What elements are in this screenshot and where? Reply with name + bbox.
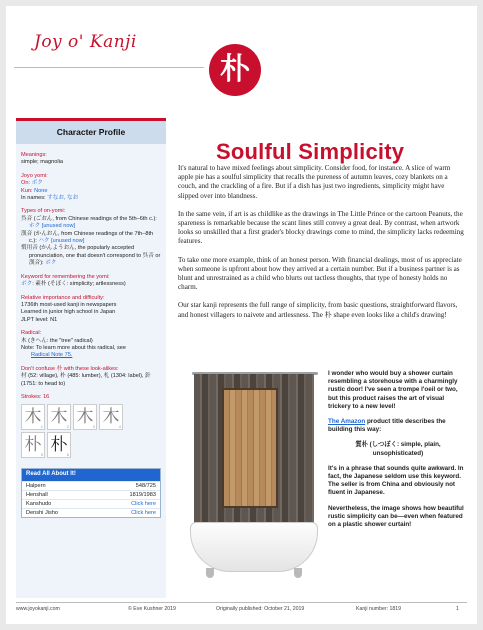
aside-paragraph: It's in a phrase that sounds quite awkward. In fact, the Japanese seldom use this keyword. The seller is from China and obviously not fluent in Japanese.	[328, 464, 464, 497]
article-body	[178, 164, 466, 329]
strokes-label: Strokes: 16	[21, 393, 50, 400]
stroke-cell: 木 2	[47, 404, 71, 430]
aside-paragraph: The Amazon product title describes the building this way:	[328, 418, 446, 434]
article-paragraph: In the same vein, if art is as childlike as the drawings in The Little Prince or the cartoon Peanuts, the spareness is remarkable because the scant lines still convey a great deal. By contrast, when artwork looks so unskilled that a first grader's blocky drawings come to mind, the simplicity lacks redeeming features.	[178, 209, 464, 246]
stroke-cell: 木 1	[21, 404, 45, 430]
importance-line-3: JLPT level: N1	[21, 316, 58, 323]
profile-body	[16, 144, 166, 520]
site-logo[interactable]: Joy o' Kanji	[34, 32, 137, 52]
rustic-door	[222, 388, 278, 508]
article-paragraph: Our star kanji represents the full range of simplicity, from basic questions, straightforward flavors, and honest villagers to naivete and artlessness. The 朴 shape even looks like a child's drawing!	[178, 301, 458, 319]
name-readings: In names: すなお, なお	[21, 195, 79, 202]
amazon-link[interactable]: The Amazon	[328, 418, 366, 426]
reference-row: Henshall 1819/1983	[22, 490, 160, 499]
tub-leg	[294, 568, 302, 578]
kanshudo-link-row[interactable]: Kanshudo Click here	[22, 499, 160, 508]
importance-line-1: 1736th most-used kanji in newspapers	[21, 301, 117, 308]
on-reading: On: ボク	[21, 180, 43, 187]
importance-label: Relative importance and difficulty:	[21, 294, 105, 301]
article-title: Soulful Simplicity	[216, 139, 405, 164]
bathtub	[190, 522, 318, 572]
kanyoon-reading: 慣用音 (かんようおん, the popularly accepted pronunciation, one that doesn't correspond to 呉音 or 漢音): ボク	[21, 245, 161, 267]
stroke-cell: 朴 5	[21, 432, 45, 458]
aside-paragraph: I wonder who would buy a shower curtain resembling a storehouse with a charmingly rustic door! I've seen a trompe l'oeil or two, but this product raises the art of visual trickery to a new level!	[328, 370, 458, 410]
radical-note-link[interactable]: Radical Note 75.	[31, 352, 73, 359]
footer-kanji-number: Kanji number: 1819	[356, 606, 401, 612]
kun-reading: Kun: None	[21, 187, 48, 194]
page	[6, 6, 477, 624]
kanon-reading: 漢音 (かんおん, from Chinese readings of the 7th–8th c.): ハク [unused now]	[21, 230, 154, 245]
article-paragraph: It's natural to have mixed feelings about simplicity. Consider food, for instance. A slice of warm apple pie has a soulful simplicity that recalls the pureness of autumn leaves, cozy blankets on a couch, and the crackling of a fire. But if a dish has just two ingredients, simplicity might have slipped over into blandness.	[178, 164, 451, 200]
lookalikes-label: Don't confuse 朴 with these look-alikes:	[21, 365, 119, 372]
stroke-cell: 木 4	[99, 404, 123, 430]
goon-reading: 呉音 (ごおん, from Chinese readings of the 5th–6th c.): ホク [unused now]	[21, 215, 157, 230]
read-all-heading: Read All About It!	[22, 469, 160, 480]
keyword-label: Keyword for remembering the yomi:	[21, 273, 110, 280]
lookalikes-value: 村 (52: village), 朴 (485: lumber), 札 (1304: label), 針 (1751: to head to)	[21, 373, 151, 387]
footer-published: Originally published: October 21, 2019	[216, 606, 305, 612]
page-footer	[16, 602, 467, 614]
keyword-value: ボク: 素朴 (そぼく: simplicity; artlessness)	[21, 281, 126, 288]
meanings-label: Meanings:	[21, 152, 47, 158]
radical-note: Note: To learn more about this radical, see	[21, 344, 126, 351]
reference-row: Halpern 548/725	[22, 481, 160, 490]
stroke-order-grid	[21, 404, 161, 458]
stroke-cell-final: 朴 6	[47, 432, 71, 458]
types-label: Types of on-yomi:	[21, 208, 66, 215]
footer-site[interactable]: www.joyokanji.com	[16, 606, 60, 612]
denshi-jisho-link-row[interactable]: Denshi Jisho Click here	[22, 508, 160, 517]
stroke-cell: 木 3	[73, 404, 97, 430]
profile-heading: Character Profile	[16, 118, 166, 144]
radical-label: Radical:	[21, 330, 42, 337]
shower-curtain-photo	[184, 370, 324, 600]
aside-paragraph: Nevertheless, the image shows how beautiful rustic simplicity can be—even when featured on a plastic shower curtain!	[328, 504, 464, 529]
footer-page-number: 1	[456, 606, 459, 612]
photo-commentary	[328, 370, 468, 536]
character-profile-sidebar	[16, 118, 166, 598]
importance-line-2: Learned in junior high school in Japan	[21, 309, 116, 316]
aside-quote: 質朴 (しつぼく: simple, plain, unsophisticated)	[355, 441, 441, 457]
tub-leg	[206, 568, 214, 578]
header-divider	[14, 67, 204, 68]
footer-copyright: © Eve Kushner 2019	[128, 606, 176, 612]
radical-value: 木 (きへん: the "tree" radical)	[21, 337, 93, 344]
read-all-about-it-box	[21, 468, 161, 517]
joyo-yomi-label: Joyo yomi:	[21, 172, 48, 179]
meanings-value: simple; magnolia	[21, 159, 63, 166]
featured-kanji-badge: 朴	[209, 44, 261, 96]
article-paragraph: To take one more example, think of an honest person. With financial dealings, most of us appreciate when someone is upfront about how they arrived at a certain number. But if a business partner is as blunt and unrestrained as a child who blurts out tactless thoughts, that type of honesty holds no charm.	[178, 255, 462, 292]
